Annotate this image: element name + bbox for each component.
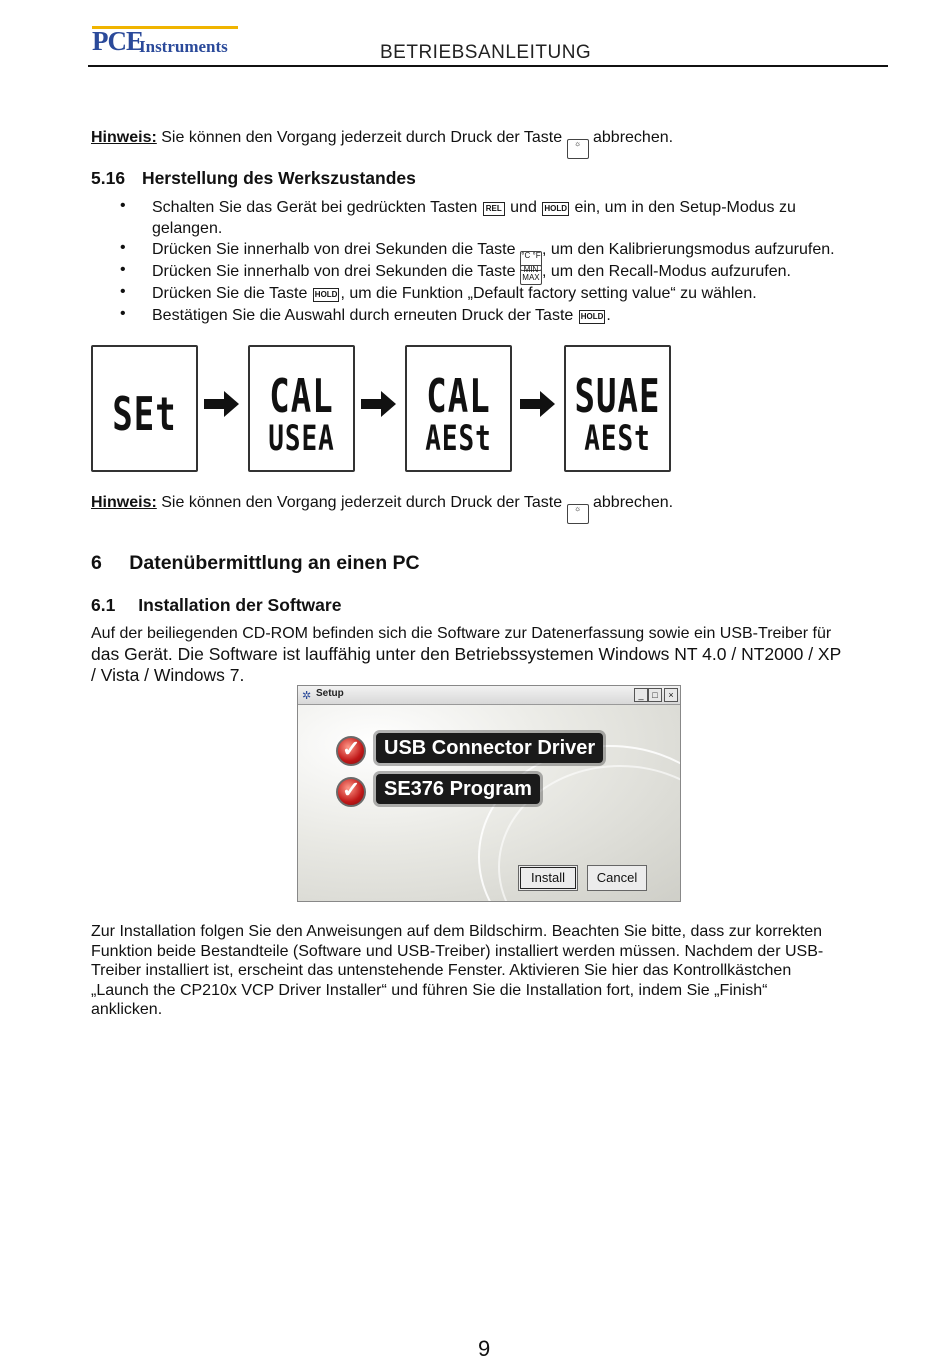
paragraph-line: Treiber installiert ist, erscheint das untenstehende Fenster. Aktivieren Sie hier das Kontrollkästchen bbox=[91, 962, 792, 979]
list-item-text: Bestätigen Sie die Auswahl durch erneuten Druck der Taste bbox=[152, 307, 574, 324]
celsius-fahrenheit-key-icon: °C °F bbox=[520, 251, 542, 271]
hold-key-icon: HOLD bbox=[313, 288, 340, 302]
hinweis-text-end: abbrechen. bbox=[593, 494, 674, 511]
setup-body bbox=[298, 705, 680, 901]
hinweis-note-2 bbox=[91, 492, 673, 524]
section-title: Herstellung des Werkszustandes bbox=[141, 168, 416, 188]
lcd-line-2: AESt bbox=[425, 418, 492, 460]
hinweis-text: Sie können den Vorgang jederzeit durch Druck der Taste bbox=[161, 494, 563, 511]
hinweis-label: Hinweis: bbox=[91, 129, 157, 146]
option-label: USB Connector Driver bbox=[376, 733, 603, 763]
lcd-display bbox=[91, 345, 198, 472]
section-heading-6-1 bbox=[91, 595, 341, 616]
list-item bbox=[152, 305, 882, 326]
section-title: Installation der Software bbox=[138, 595, 342, 615]
bullet-dot: • bbox=[120, 197, 126, 214]
paragraph-line: Funktion beide Bestandteile (Software und USB-Treiber) installiert werden müssen. Nachdem der USB- bbox=[91, 942, 824, 960]
header-divider bbox=[88, 65, 888, 67]
list-item-text: . bbox=[606, 307, 611, 324]
pce-logo bbox=[92, 26, 238, 58]
list-item-text: gelangen. bbox=[152, 220, 223, 237]
list-item-text: ein, um in den Setup-Modus zu bbox=[574, 199, 796, 216]
min-max-key-icon: MIN MAX bbox=[520, 265, 542, 285]
lcd-line-1: CAL bbox=[269, 370, 334, 424]
paragraph-line: Auf der beiliegenden CD-ROM befinden sich die Software zur Datenerfassung sowie ein USB-Treiber für bbox=[91, 625, 832, 642]
lcd-display bbox=[405, 345, 512, 472]
list-item bbox=[152, 197, 882, 239]
page-number: 9 bbox=[478, 1336, 491, 1361]
lcd-line-1: CAL bbox=[426, 370, 491, 424]
list-item bbox=[152, 283, 882, 304]
hold-key-icon: HOLD bbox=[579, 310, 606, 324]
setup-window-screenshot bbox=[297, 685, 681, 902]
arrow-right-icon bbox=[204, 390, 240, 418]
section-title: Datenübermittlung an einen PC bbox=[129, 552, 420, 574]
install-button[interactable]: Install bbox=[518, 865, 578, 891]
section-number: 5.16 bbox=[91, 168, 126, 188]
paragraph-line: / Vista / Windows 7. bbox=[91, 665, 245, 685]
paragraph-line: das Gerät. Die Software ist lauffähig unter den Betriebssystemen Windows NT 4.0 / NT2000 / XP bbox=[91, 644, 842, 664]
arrow-right-icon bbox=[520, 390, 556, 418]
light-key-icon: ☼ bbox=[567, 504, 589, 524]
paragraph-line: anklicken. bbox=[91, 1001, 163, 1018]
bullet-dot: • bbox=[120, 283, 126, 300]
list-item-text: und bbox=[510, 199, 537, 216]
bullet-dot: • bbox=[120, 239, 126, 256]
minimize-button[interactable]: _ bbox=[634, 688, 648, 702]
hinweis-text-end: abbrechen. bbox=[593, 129, 674, 146]
list-item-text: Schalten Sie das Gerät bei gedrückten Tasten bbox=[152, 199, 478, 216]
hold-key-icon: HOLD bbox=[542, 202, 569, 216]
lcd-line-2: AESt bbox=[584, 418, 651, 460]
maximize-button[interactable]: □ bbox=[648, 688, 662, 702]
setup-titlebar bbox=[298, 686, 680, 705]
paragraph-line: Zur Installation folgen Sie den Anweisungen auf dem Bildschirm. Beachten Sie bitte, dass zur korrekten bbox=[91, 923, 823, 940]
list-item-text: , um den Recall-Modus aufzurufen. bbox=[541, 263, 791, 280]
light-key-icon: ☼ bbox=[567, 139, 589, 159]
bullet-dot: • bbox=[120, 305, 126, 322]
list-item-text: Drücken Sie innerhalb von drei Sekunden die Taste bbox=[152, 241, 516, 258]
lcd-display bbox=[564, 345, 671, 472]
lcd-display bbox=[248, 345, 355, 472]
cancel-button[interactable]: Cancel bbox=[587, 865, 647, 891]
section-number: 6.1 bbox=[91, 595, 116, 615]
list-item-text: Drücken Sie die Taste bbox=[152, 285, 308, 302]
section-heading-6 bbox=[91, 552, 420, 575]
paragraph-install-intro bbox=[91, 623, 891, 686]
close-button[interactable]: × bbox=[664, 688, 678, 702]
section-number: 6 bbox=[91, 552, 102, 574]
list-item bbox=[152, 261, 882, 285]
option-label: SE376 Program bbox=[376, 774, 540, 804]
lcd-line-1: SEt bbox=[112, 388, 177, 442]
bullet-dot: • bbox=[120, 261, 126, 278]
rel-key-icon: REL bbox=[483, 202, 505, 216]
document-title: BETRIEBSANLEITUNG bbox=[380, 42, 592, 63]
lcd-line-1: SUAE bbox=[574, 370, 661, 424]
setup-app-icon: ✲ bbox=[302, 690, 312, 702]
hinweis-label: Hinweis: bbox=[91, 494, 157, 511]
setup-title: Setup bbox=[316, 688, 344, 699]
logo-sub: Instruments bbox=[139, 37, 228, 56]
checkmark-icon: ✓ bbox=[336, 736, 366, 766]
hinweis-text: Sie können den Vorgang jederzeit durch Druck der Taste bbox=[161, 129, 563, 146]
paragraph-line: „Launch the CP210x VCP Driver Installer“ und führen Sie die Installation fort, indem Sie „Finish“ bbox=[91, 981, 768, 999]
checkmark-icon: ✓ bbox=[336, 777, 366, 807]
logo-main: PCE bbox=[92, 26, 143, 56]
lcd-line-2: USEA bbox=[268, 418, 335, 460]
paragraph-install-steps bbox=[91, 922, 891, 1020]
list-item-text: , um den Kalibrierungsmodus aufzurufen. bbox=[541, 241, 835, 258]
list-item-text: Drücken Sie innerhalb von drei Sekunden die Taste bbox=[152, 263, 516, 280]
section-heading-5-16 bbox=[91, 168, 416, 189]
hinweis-note-1 bbox=[91, 127, 673, 159]
arrow-right-icon bbox=[361, 390, 397, 418]
list-item-text: , um die Funktion „Default factory setting value“ zu wählen. bbox=[340, 285, 757, 302]
